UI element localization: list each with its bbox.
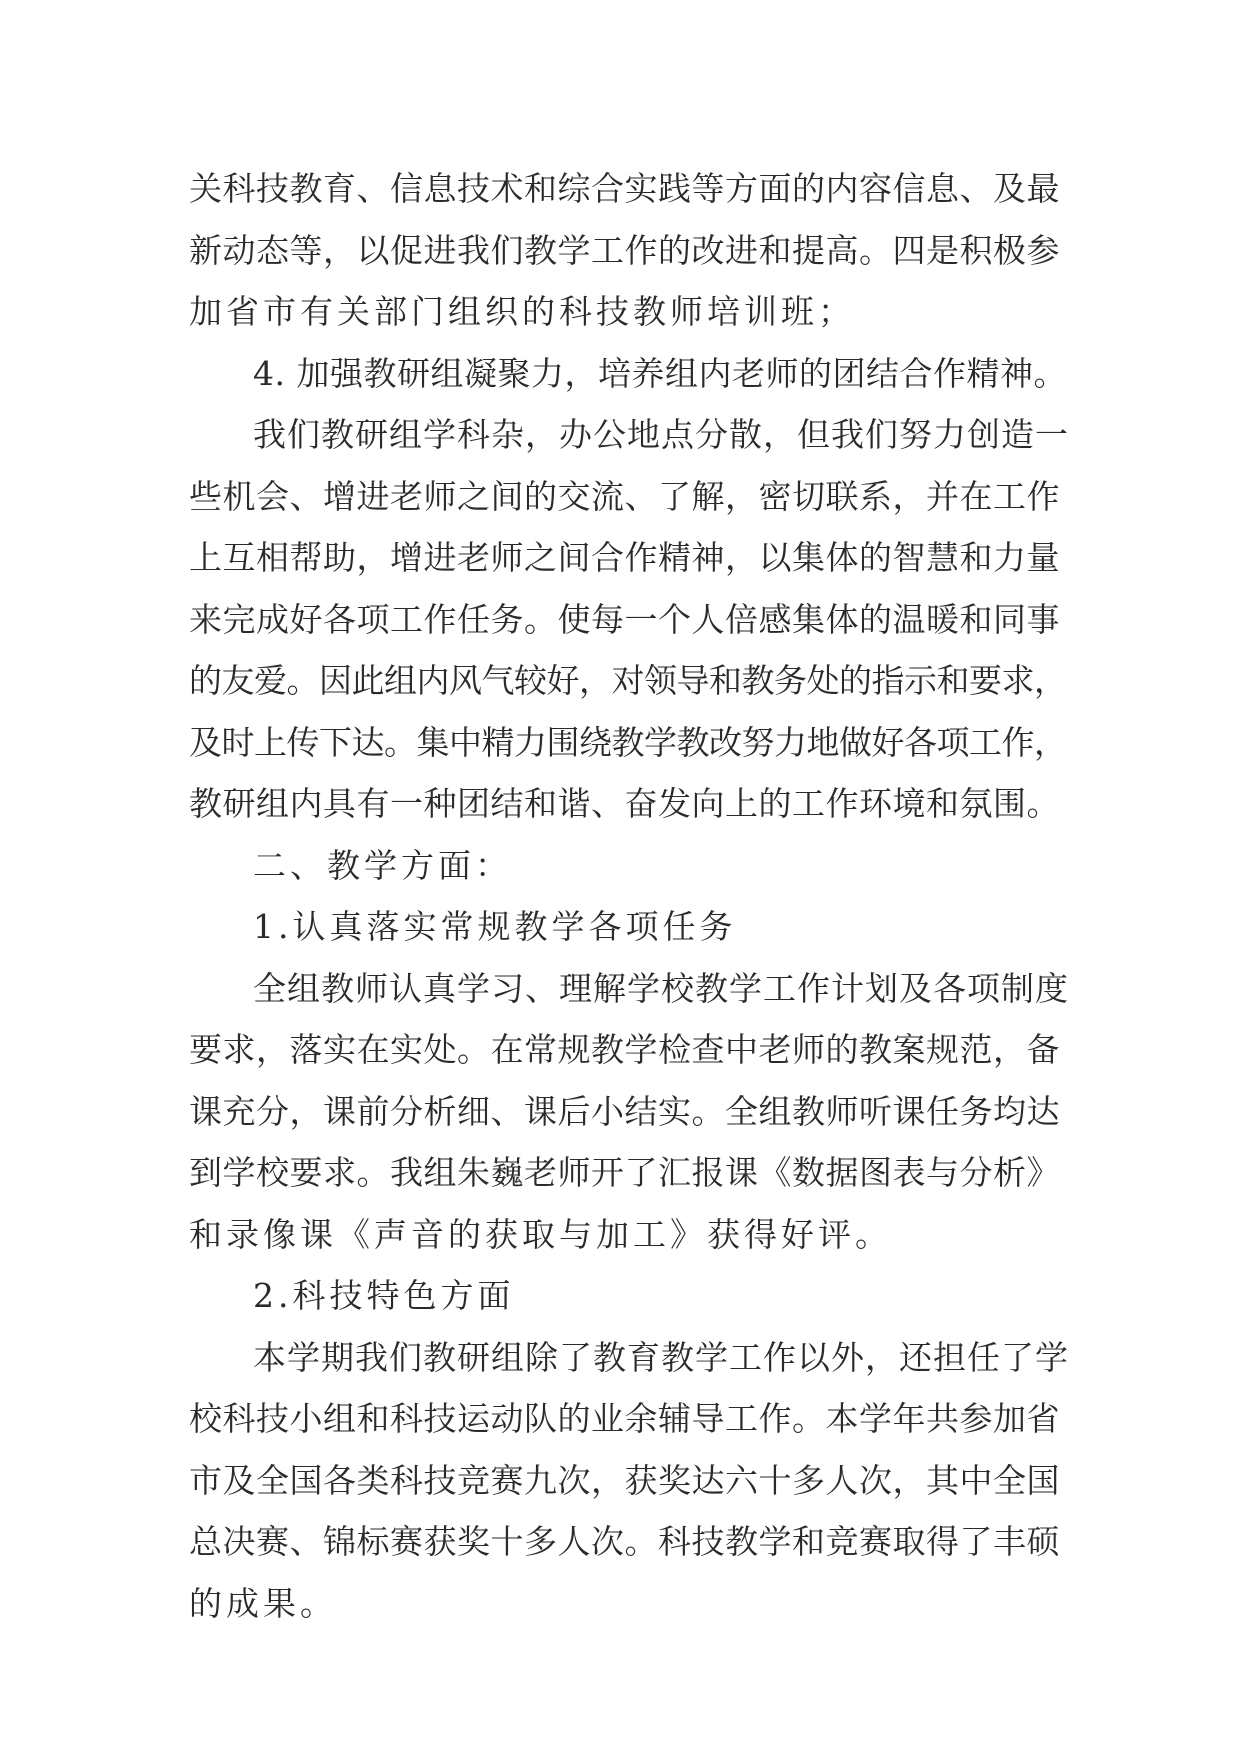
text-line: 和录像课《声音的获取与加工》获得好评。	[189, 1214, 892, 1254]
text-line: 到学校要求。我组朱巍老师开了汇报课《数据图表与分析》	[189, 1153, 1060, 1192]
text-line: 新动态等，以促进我们教学工作的改进和提高。四是积极参	[189, 230, 1060, 270]
text-line: 及时上传下达。集中精力围绕教学教改努力地做好各项工作，	[189, 722, 1067, 762]
text-line: 市及全国各类科技竞赛九次，获奖达六十多人次，其中全国	[189, 1460, 1060, 1500]
text-line: 的成果。	[189, 1583, 337, 1623]
text-line: 本学期我们教研组除了教育教学工作以外，还担任了学	[253, 1337, 1069, 1377]
text-line: 关科技教育、信息技术和综合实践等方面的内容信息、及最	[189, 169, 1060, 208]
document-body	[189, 158, 1069, 1634]
text-line: 教研组内具有一种团结和谐、奋发向上的工作环境和氛围。	[189, 784, 1060, 823]
text-line: 的友爱。因此组内风气较好，对领导和教务处的指示和要求，	[189, 661, 1067, 700]
text-line: 课充分，课前分析细、课后小结实。全组教师听课任务均达	[189, 1091, 1060, 1131]
subsection-heading: 2.科技特色方面	[253, 1276, 515, 1315]
text-line: 些机会、增进老师之间的交流、了解，密切联系，并在工作	[189, 476, 1060, 516]
text-line: 加省市有关部门组织的科技教师培训班；	[189, 292, 855, 331]
text-line: 我们教研组学科杂，办公地点分散，但我们努力创造一	[253, 415, 1069, 454]
text-line: 校科技小组和科技运动队的业余辅导工作。本学年共参加省	[189, 1399, 1060, 1438]
text-line: 总决赛、锦标赛获奖十多人次。科技教学和竞赛取得了丰硕	[189, 1522, 1060, 1561]
section-heading: 4. 加强教研组凝聚力，培养组内老师的团结合作精神。	[253, 353, 1067, 393]
text-line: 来完成好各项工作任务。使每一个人倍感集体的温暖和同事	[189, 599, 1060, 639]
text-line: 上互相帮助，增进老师之间合作精神，以集体的智慧和力量	[189, 538, 1060, 577]
section-heading: 二、教学方面：	[253, 845, 512, 885]
text-line: 全组教师认真学习、理解学校教学工作计划及各项制度	[253, 968, 1069, 1008]
text-line: 要求，落实在实处。在常规教学检查中老师的教案规范，备	[189, 1030, 1060, 1069]
subsection-heading: 1.认真落实常规教学各项任务	[253, 907, 737, 946]
